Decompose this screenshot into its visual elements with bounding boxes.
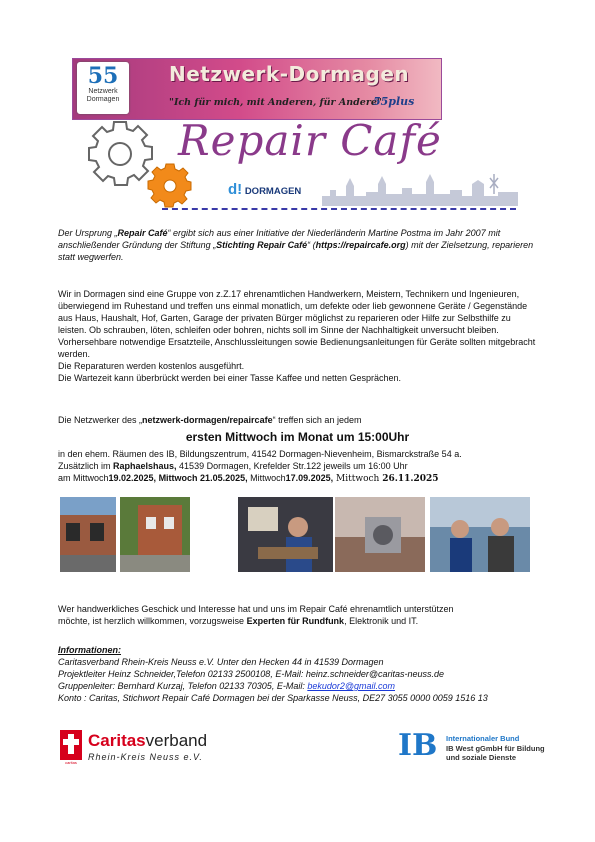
- intro-text-4: ) mit der Zielsetzung, reparieren statt wegwerfen.: [58, 240, 534, 262]
- invite-line-2b: Experten für Rundfunk: [246, 616, 345, 626]
- meeting-line-2b: Raphaelshaus,: [113, 461, 177, 471]
- invite-line-2c: , Elektronik und IT.: [344, 616, 419, 626]
- meeting-line-1: in den ehem. Räumen des IB, Bildungszentrum, 41542 Dormagen-Nievenheim, Bismarckstraße 54 a.: [58, 449, 462, 459]
- caritas-word-a: Caritas: [88, 731, 146, 750]
- dormagen-logo-mark: d!: [228, 181, 243, 198]
- dates-f: Mittwoch: [333, 474, 383, 484]
- dormagen-logo-text: DORMAGEN: [244, 186, 302, 197]
- dates-e: 17.09.2025,: [285, 473, 334, 483]
- invite-line-2a: möchte, ist herzlich willkommen, vorzugsweise: [58, 616, 247, 626]
- intro-text-1: Der Ursprung „: [58, 228, 118, 238]
- photo-workshop-2: [430, 497, 530, 572]
- caritas-cross-icon: [60, 730, 82, 760]
- photo-building-1: [60, 497, 116, 572]
- meeting-line-2c: 41539 Dormagen, Krefelder Str.122 jeweils um 16:00 Uhr: [176, 461, 408, 471]
- meeting-line-2a: Zusätzlich im: [58, 461, 114, 471]
- info-heading: Informationen:: [58, 645, 121, 655]
- caritas-subline: Rhein-Kreis Neuss e.V.: [88, 752, 203, 762]
- dates-g: 26.11.2025: [382, 474, 439, 484]
- invite-paragraph: [58, 603, 538, 627]
- body-paragraph: [58, 288, 538, 384]
- meeting-details: [58, 448, 538, 485]
- dates-a: am Mittwoch: [58, 473, 109, 483]
- caritas-word-b: verband: [145, 731, 208, 750]
- info-line-4: Konto : Caritas, Stichwort Repair Café Dormagen bei der Sparkasse Neuss, DE27 3055 0000 0059 1516 13: [58, 693, 488, 703]
- network-title: Netzwerk-Dormagen: [169, 62, 410, 86]
- network-suffix: 55plus: [373, 95, 415, 108]
- 55-badge-logo: [77, 62, 129, 114]
- meeting-intro-b: netzwerk-dormagen/repaircafe: [142, 415, 273, 425]
- meeting-headline: ersten Mittwoch im Monat um 15:00Uhr: [185, 430, 410, 444]
- intro-bold-2: Stichting Repair Café: [216, 240, 308, 250]
- body-text: Wir in Dormagen sind eine Gruppe von z.Z.17 ehrenamtlichen Handwerkern, Meistern, Technikern und Ingenieuren, überwiegend im Ruhestand und treffen uns einmal monatlich, um defekte oder lieb gewonnene Geräte / Gegenstände aus Haus, Haushalt, Hof, Garten, Garage der privaten Bürger möglichst zu reparieren oder Hilfe zur Selbsthilfe zu leisten. Ob schrauben, löten, schleifen oder bohren, nichts soll im Sinne der Nachhaltigkeit unversucht bleiben. Vorhersehbare notwendige Ersatzteile, Anschlussleitungen sowie Bedienungsanleitungen für Geräte sollten mitgebracht werden.: [58, 289, 536, 359]
- meeting-intro-c: “ treffen sich an jedem: [272, 415, 362, 425]
- invite-line-1: Wer handwerkliches Geschick und Interesse hat und uns im Repair Café ehrenamtlich unterstützen: [58, 604, 454, 614]
- dashed-divider: [162, 208, 516, 210]
- dormagen-logo: [228, 181, 301, 198]
- ib-line-1: Internationaler Bund: [446, 734, 520, 743]
- badge-text-1: Netzwerk: [88, 88, 118, 95]
- info-line-3a: Gruppenleiter: Bernhard Kurzaj, Telefon 02133 70305, E-Mail:: [58, 681, 308, 691]
- dates-c: Mittwoch 21.05.2025,: [156, 473, 248, 483]
- caritas-mark-text: caritas: [65, 760, 77, 765]
- photo-repair-detail: [335, 497, 425, 572]
- info-line-1: Caritasverband Rhein-Kreis Neuss e.V. Unter den Hecken 44 in 41539 Dormagen: [58, 657, 384, 667]
- intro-text-2: “ ergibt sich aus einer Initiative der Niederländerin Martine Postma im Jahr 2007 mit anschließender Gründung der Stiftung „: [58, 228, 501, 250]
- photo-building-2: [120, 497, 190, 572]
- body-line-2: Die Reparaturen werden kostenlos ausgeführt.: [58, 361, 245, 371]
- badge-text-2: Dormagen: [86, 96, 120, 103]
- photo-workshop-1: [238, 497, 333, 572]
- email-link[interactable]: bekudor2@gmail.com: [307, 681, 396, 691]
- ib-line-2: IB West gGmbH für Bildung: [446, 744, 545, 753]
- info-line-2: Projektleiter Heinz Schneider,Telefon 02133 2500108, E-Mail: heinz.schneider@caritas-neuss.de: [58, 669, 445, 679]
- network-banner: [72, 58, 442, 120]
- repaircafe-link[interactable]: https://repaircafe.org: [315, 240, 406, 250]
- info-block: [58, 644, 538, 704]
- meeting-intro: [58, 414, 538, 426]
- dates-d: Mittwoch: [247, 473, 286, 483]
- repair-cafe-title: Repair Café: [178, 116, 442, 165]
- intro-paragraph: [58, 227, 538, 263]
- dates-b: 19.02.2025,: [108, 473, 157, 483]
- ib-line-3: und soziale Dienste: [446, 753, 517, 762]
- intro-bold-1: Repair Café: [117, 228, 168, 238]
- intro-text-3: “ (: [307, 240, 316, 250]
- badge-number: 55: [87, 63, 119, 89]
- meeting-intro-a: Die Netzwerker des „: [58, 415, 143, 425]
- ib-mark: IB: [398, 728, 438, 763]
- caritas-wordmark: [88, 732, 207, 750]
- network-tagline: "Ich für mich, mit Anderen, für Andere": [169, 97, 382, 108]
- city-skyline-image: [322, 170, 518, 206]
- body-line-3: Die Wartezeit kann überbrückt werden bei einer Tasse Kaffee und netten Gesprächen.: [58, 373, 402, 383]
